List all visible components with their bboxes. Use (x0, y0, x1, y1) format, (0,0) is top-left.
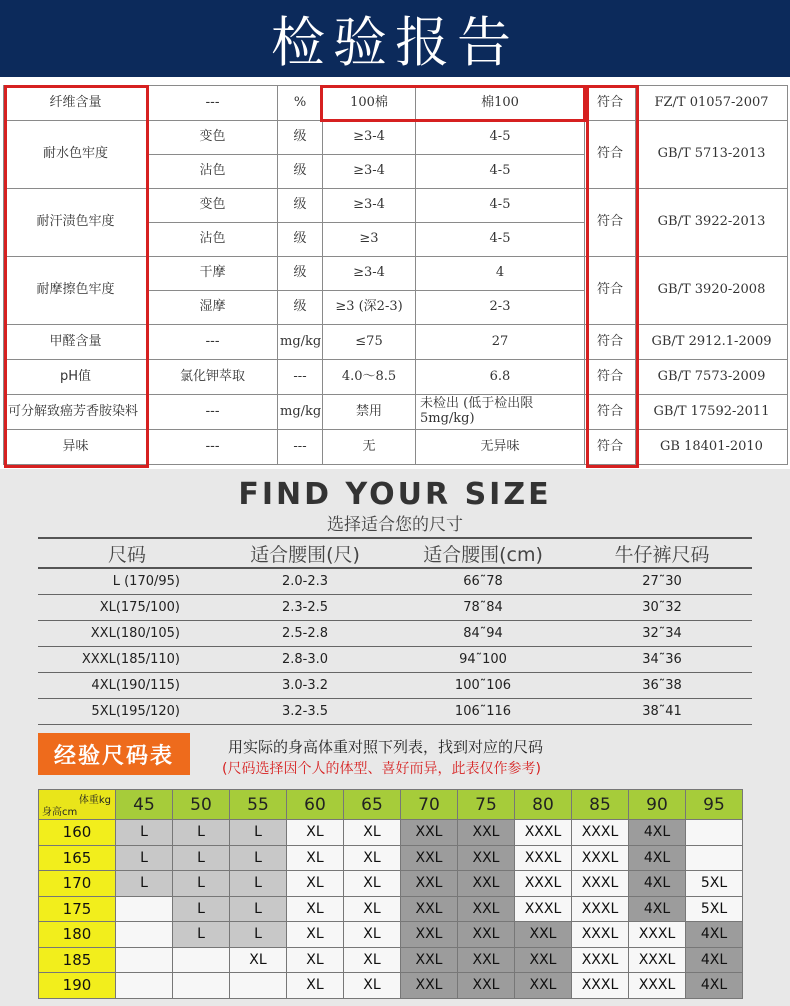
report-result-cell: 4 (416, 257, 585, 291)
size-grid-cell: XXL (458, 896, 515, 922)
height-header-cell: 175 (39, 896, 116, 922)
size-grid-cell: L (230, 820, 287, 846)
report-method-cell: 变色 (148, 189, 278, 223)
height-label: 身高cm (42, 807, 78, 818)
report-row (4, 257, 788, 291)
report-code-cell: GB/T 7573-2009 (636, 360, 788, 395)
size-grid-cell: XXXL (515, 845, 572, 871)
size-grid-cell: XL (344, 820, 401, 846)
jeans-size-cell: 32˜34 (572, 620, 752, 646)
size-grid-cell: L (116, 845, 173, 871)
size-grid-cell: XXXL (572, 973, 629, 999)
size-grid-cell: XXXL (572, 896, 629, 922)
size-grid-cell: L (230, 922, 287, 948)
size-grid-cell: L (230, 896, 287, 922)
size-grid-cell: XL (344, 871, 401, 897)
size-grid-cell: XXXL (572, 947, 629, 973)
size-grid-cell: XXL (515, 947, 572, 973)
size-grid-cell: XL (287, 871, 344, 897)
size-grid-cell (116, 947, 173, 973)
size-grid-cell: XXL (401, 922, 458, 948)
report-row (4, 121, 788, 155)
jeans-size-cell: 30˜32 (572, 594, 752, 620)
jeans-size-cell: 36˜38 (572, 672, 752, 698)
report-standard-cell: ≤75 (323, 325, 416, 360)
size-name-cell: XXXL(185/110) (38, 646, 216, 672)
report-row (4, 395, 788, 430)
size-grid-cell: L (230, 871, 287, 897)
size-grid-cell: XL (287, 845, 344, 871)
size-grid-cell: XXL (458, 871, 515, 897)
height-row (39, 871, 743, 897)
size-grid-cell (686, 820, 743, 846)
report-verdict-cell: 符合 (585, 395, 636, 430)
size-name-cell: 5XL(195/120) (38, 698, 216, 724)
size-grid-cell: XXXL (572, 820, 629, 846)
waist-cm-cell: 78˜84 (394, 594, 572, 620)
size-grid-cell: XXL (458, 973, 515, 999)
size-grid-cell: XXL (401, 947, 458, 973)
report-standard-cell: 100棉 (323, 86, 416, 121)
report-method-cell: --- (148, 325, 278, 360)
banner-title: 检验报告 (271, 11, 519, 74)
waist-chi-cell: 2.5-2.8 (216, 620, 394, 646)
report-method-cell: --- (148, 430, 278, 465)
height-row (39, 973, 743, 999)
report-result-cell: 2-3 (416, 291, 585, 325)
size-header: 尺码 (38, 538, 216, 568)
size-grid-cell: 5XL (686, 896, 743, 922)
size-grid-cell: L (173, 845, 230, 871)
height-header-cell: 160 (39, 820, 116, 846)
size-row (38, 698, 752, 724)
report-item-cell: 耐汗渍色牢度 (4, 189, 148, 257)
report-item-cell: 耐水色牢度 (4, 121, 148, 189)
report-code-cell: GB 18401-2010 (636, 430, 788, 465)
report-result-cell: 6.8 (416, 360, 585, 395)
waist-chi-cell: 2.8-3.0 (216, 646, 394, 672)
size-grid-cell: L (116, 820, 173, 846)
size-row (38, 568, 752, 594)
report-standard-cell: ≥3-4 (323, 189, 416, 223)
experience-badge: 经验尺码表 (38, 733, 190, 775)
report-banner (0, 0, 790, 77)
report-code-cell: GB/T 5713-2013 (636, 121, 788, 189)
waist-chi-cell: 3.0-3.2 (216, 672, 394, 698)
size-row (38, 646, 752, 672)
weight-header-cell: 80 (515, 790, 572, 820)
weight-header-cell: 45 (116, 790, 173, 820)
report-code-cell: FZ/T 01057-2007 (636, 86, 788, 121)
report-item-cell: 甲醛含量 (4, 325, 148, 360)
weight-header-cell: 50 (173, 790, 230, 820)
size-grid-cell (173, 973, 230, 999)
weight-header-cell: 85 (572, 790, 629, 820)
size-grid-cell: 4XL (629, 820, 686, 846)
report-result-cell: 4-5 (416, 189, 585, 223)
size-grid-cell: L (173, 922, 230, 948)
size-grid-cell: XXXL (572, 922, 629, 948)
report-unit-cell: 级 (278, 291, 323, 325)
report-code-cell: GB/T 3922-2013 (636, 189, 788, 257)
size-title: FIND YOUR SIZE (238, 477, 552, 512)
report-verdict-cell: 符合 (585, 430, 636, 465)
report-row (4, 430, 788, 465)
size-grid-cell (173, 947, 230, 973)
height-row (39, 820, 743, 846)
size-row (38, 672, 752, 698)
size-grid-cell (116, 922, 173, 948)
size-grid-cell: XXXL (515, 820, 572, 846)
size-grid-cell: XL (287, 947, 344, 973)
size-name-cell: L (170/95) (38, 568, 216, 594)
size-grid-cell: L (173, 871, 230, 897)
size-guide (0, 469, 790, 1006)
report-item-cell: 异味 (4, 430, 148, 465)
size-grid-cell: XL (230, 947, 287, 973)
report-result-cell: 未检出 (低于检出限5mg/kg) (416, 395, 585, 430)
size-grid-cell: XXL (401, 973, 458, 999)
size-grid-cell: XXL (401, 871, 458, 897)
report-code-cell: GB/T 3920-2008 (636, 257, 788, 325)
report-unit-cell: % (278, 86, 323, 121)
report-standard-cell: ≥3-4 (323, 121, 416, 155)
size-grid-cell: XXXL (629, 947, 686, 973)
report-verdict-cell: 符合 (585, 257, 636, 325)
waist-chi-cell: 3.2-3.5 (216, 698, 394, 724)
report-row (4, 325, 788, 360)
report-verdict-cell: 符合 (585, 86, 636, 121)
report-unit-cell: 级 (278, 121, 323, 155)
report-method-cell: 氯化钾萃取 (148, 360, 278, 395)
waist-cm-cell: 100˜106 (394, 672, 572, 698)
report-method-cell: 沾色 (148, 223, 278, 257)
size-grid-cell: 4XL (629, 896, 686, 922)
size-grid-cell: 4XL (686, 973, 743, 999)
size-subtitle: 选择适合您的尺寸 (327, 515, 463, 535)
size-grid-cell: XXXL (515, 871, 572, 897)
size-row (38, 594, 752, 620)
corner-label-cell (39, 790, 116, 820)
experience-note: 用实际的身高体重对照下列表，找到对应的尺码 (228, 738, 544, 756)
height-header-cell: 165 (39, 845, 116, 871)
report-item-cell: pH值 (4, 360, 148, 395)
report-standard-cell: ≥3 (323, 223, 416, 257)
size-grid-cell: 4XL (686, 922, 743, 948)
report-code-cell: GB/T 2912.1-2009 (636, 325, 788, 360)
report-unit-cell: 级 (278, 189, 323, 223)
report-standard-cell: ≥3-4 (323, 257, 416, 291)
height-header-cell: 180 (39, 922, 116, 948)
size-grid-cell: XXXL (629, 922, 686, 948)
inspection-table (3, 85, 788, 465)
report-result-cell: 4-5 (416, 223, 585, 257)
size-grid-cell: XXXL (572, 871, 629, 897)
report-standard-cell: ≥3-4 (323, 155, 416, 189)
report-unit-cell: 级 (278, 257, 323, 291)
size-grid-cell: L (230, 845, 287, 871)
report-verdict-cell: 符合 (585, 360, 636, 395)
size-grid-cell: XXL (401, 845, 458, 871)
size-grid-cell (116, 973, 173, 999)
size-grid-cell: XXXL (629, 973, 686, 999)
size-grid-cell: XL (344, 896, 401, 922)
height-header-cell: 170 (39, 871, 116, 897)
size-grid-cell: XXL (458, 922, 515, 948)
size-name-cell: 4XL(190/115) (38, 672, 216, 698)
report-code-cell: GB/T 17592-2011 (636, 395, 788, 430)
report-method-cell: 湿摩 (148, 291, 278, 325)
weight-header-row (39, 790, 743, 820)
report-result-cell: 棉100 (416, 86, 585, 121)
weight-label: 体重kg (78, 795, 111, 806)
report-result-cell: 4-5 (416, 121, 585, 155)
size-grid-cell: XL (344, 845, 401, 871)
waist-cm-header: 适合腰围(cm) (394, 538, 572, 568)
size-grid-cell (116, 896, 173, 922)
report-standard-cell: 禁用 (323, 395, 416, 430)
report-result-cell: 4-5 (416, 155, 585, 189)
report-method-cell: --- (148, 395, 278, 430)
waist-cm-cell: 84˜94 (394, 620, 572, 646)
size-grid-cell (686, 845, 743, 871)
report-standard-cell: ≥3 (深2-3) (323, 291, 416, 325)
jeans-size-header: 牛仔裤尺码 (572, 538, 752, 568)
report-method-cell: --- (148, 86, 278, 121)
size-grid-cell: XXL (515, 973, 572, 999)
report-verdict-cell: 符合 (585, 325, 636, 360)
jeans-size-cell: 38˜41 (572, 698, 752, 724)
size-grid-cell (230, 973, 287, 999)
weight-header-cell: 65 (344, 790, 401, 820)
size-grid (38, 789, 743, 999)
report-result-cell: 27 (416, 325, 585, 360)
report-result-cell: 无异味 (416, 430, 585, 465)
inspection-report (0, 85, 790, 474)
size-grid-cell: XL (344, 922, 401, 948)
waist-cm-cell: 94˜100 (394, 646, 572, 672)
report-item-cell: 纤维含量 (4, 86, 148, 121)
size-grid-cell: L (173, 896, 230, 922)
report-verdict-cell: 符合 (585, 189, 636, 257)
size-grid-cell: XXL (458, 820, 515, 846)
size-table (38, 537, 752, 725)
experience-note-red: (尺码选择因个人的体型、喜好而异，此表仅作参考) (222, 761, 541, 777)
report-verdict-cell: 符合 (585, 121, 636, 189)
size-grid-cell: XXL (401, 820, 458, 846)
height-row (39, 845, 743, 871)
report-unit-cell: 级 (278, 223, 323, 257)
weight-header-cell: 95 (686, 790, 743, 820)
size-row (38, 620, 752, 646)
height-row (39, 922, 743, 948)
waist-chi-header: 适合腰围(尺) (216, 538, 394, 568)
weight-header-cell: 90 (629, 790, 686, 820)
size-name-cell: XXL(180/105) (38, 620, 216, 646)
size-grid-cell: XXXL (515, 896, 572, 922)
size-grid-cell: XXL (515, 922, 572, 948)
report-row (4, 189, 788, 223)
report-row (4, 86, 788, 121)
jeans-size-cell: 27˜30 (572, 568, 752, 594)
size-grid-cell: XL (287, 973, 344, 999)
size-grid-cell: XXXL (572, 845, 629, 871)
weight-header-cell: 75 (458, 790, 515, 820)
report-item-cell: 可分解致癌芳香胺染料 (4, 395, 148, 430)
report-unit-cell: --- (278, 430, 323, 465)
waist-cm-cell: 66˜78 (394, 568, 572, 594)
report-unit-cell: 级 (278, 155, 323, 189)
waist-chi-cell: 2.3-2.5 (216, 594, 394, 620)
waist-chi-cell: 2.0-2.3 (216, 568, 394, 594)
report-row (4, 360, 788, 395)
size-grid-cell: XXL (458, 947, 515, 973)
report-unit-cell: mg/kg (278, 325, 323, 360)
height-header-cell: 185 (39, 947, 116, 973)
size-grid-cell: XXL (401, 896, 458, 922)
size-grid-cell: L (173, 820, 230, 846)
report-standard-cell: 4.0～8.5 (323, 360, 416, 395)
height-header-cell: 190 (39, 973, 116, 999)
size-grid-cell: L (116, 871, 173, 897)
size-grid-cell: 4XL (629, 845, 686, 871)
report-unit-cell: mg/kg (278, 395, 323, 430)
report-unit-cell: --- (278, 360, 323, 395)
weight-header-cell: 55 (230, 790, 287, 820)
size-grid-cell: XL (287, 896, 344, 922)
report-method-cell: 干摩 (148, 257, 278, 291)
size-grid-cell: XL (344, 947, 401, 973)
size-grid-cell: XL (344, 973, 401, 999)
waist-cm-cell: 106˜116 (394, 698, 572, 724)
size-name-cell: XL(175/100) (38, 594, 216, 620)
weight-header-cell: 60 (287, 790, 344, 820)
jeans-size-cell: 34˜36 (572, 646, 752, 672)
report-item-cell: 耐摩擦色牢度 (4, 257, 148, 325)
size-grid-cell: XL (287, 922, 344, 948)
height-row (39, 947, 743, 973)
size-grid-cell: XXL (458, 845, 515, 871)
height-row (39, 896, 743, 922)
weight-header-cell: 70 (401, 790, 458, 820)
size-grid-cell: 5XL (686, 871, 743, 897)
report-standard-cell: 无 (323, 430, 416, 465)
report-method-cell: 变色 (148, 121, 278, 155)
size-grid-cell: XL (287, 820, 344, 846)
report-method-cell: 沾色 (148, 155, 278, 189)
size-grid-cell: 4XL (686, 947, 743, 973)
size-grid-cell: 4XL (629, 871, 686, 897)
